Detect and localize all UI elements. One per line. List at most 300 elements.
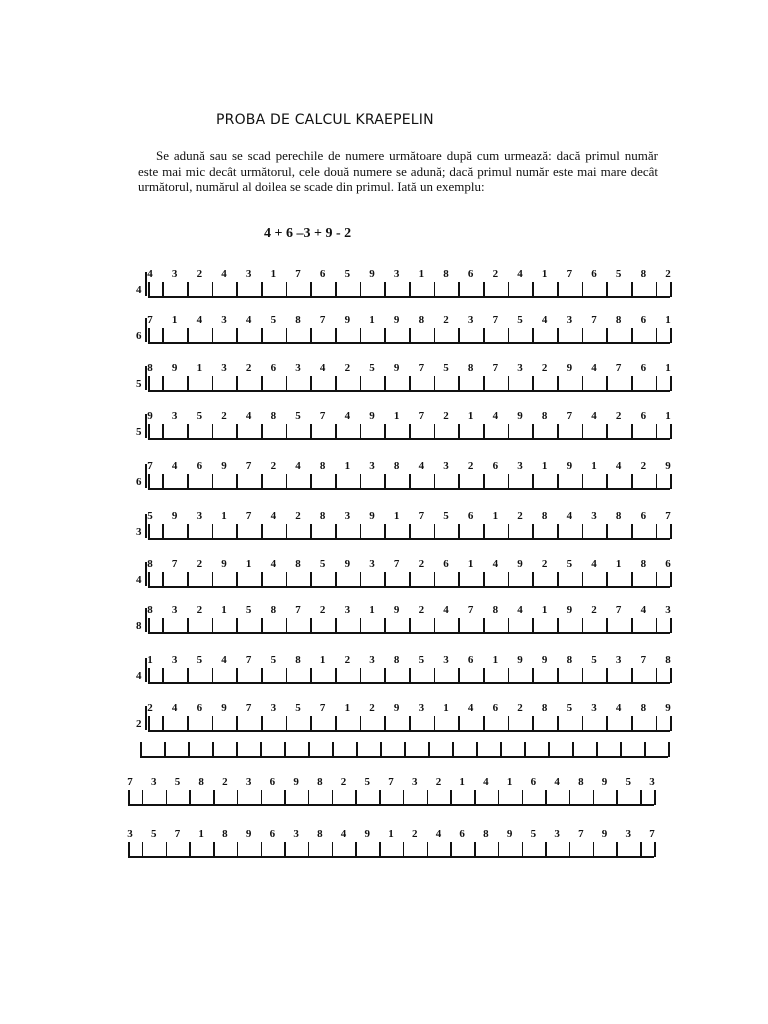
row-digit: 6 xyxy=(492,460,499,472)
row-digit: 8 xyxy=(393,654,400,666)
answer-slot-tick xyxy=(236,524,238,538)
row-digit: 2 xyxy=(591,604,597,616)
row-digit: 1 xyxy=(319,654,326,666)
answer-slot-tick xyxy=(458,524,460,538)
row-end-tick xyxy=(148,282,150,297)
row-digit: 2 xyxy=(418,558,425,570)
answer-slot-tick xyxy=(557,668,559,682)
answer-slot-tick xyxy=(261,524,263,538)
answer-slot-tick xyxy=(483,618,485,632)
answer-slot-tick xyxy=(498,790,500,804)
answer-slot-tick xyxy=(483,668,485,682)
answer-slot-tick xyxy=(335,618,337,632)
row-digit: 4 xyxy=(270,510,277,522)
answer-slot-tick xyxy=(483,716,485,730)
row-digit: 2 xyxy=(435,776,442,788)
answer-slot-tick xyxy=(409,282,411,296)
answer-slot-tick xyxy=(428,742,430,757)
row-baseline xyxy=(148,390,670,392)
answer-slot-tick xyxy=(187,328,189,342)
answer-slot-tick xyxy=(458,282,460,296)
row-digit: 8 xyxy=(615,510,622,522)
answer-slot-tick xyxy=(187,716,189,730)
row-digit: 1 xyxy=(196,362,203,374)
answer-slot-tick xyxy=(142,790,144,804)
answer-slot-tick xyxy=(582,424,584,438)
row-end-tick xyxy=(670,376,672,391)
answer-slot-tick xyxy=(308,790,310,804)
answer-slot-tick xyxy=(582,524,584,538)
answer-slot-tick xyxy=(483,474,485,488)
row-digit: 2 xyxy=(411,828,418,840)
answer-slot-tick xyxy=(458,328,460,342)
row-digit: 4 xyxy=(615,460,622,472)
row-digit: 7 xyxy=(127,776,133,788)
answer-slot-tick xyxy=(483,282,485,296)
row-digit: 8 xyxy=(393,460,400,472)
row-digit: 1 xyxy=(443,702,449,714)
row-baseline xyxy=(148,682,670,684)
row-digit: 8 xyxy=(665,654,671,666)
answer-slot-tick xyxy=(379,842,381,856)
answer-slot-tick xyxy=(545,790,547,804)
row-side-number: 5 xyxy=(136,426,142,438)
answer-slot-tick xyxy=(483,524,485,538)
answer-slot-tick xyxy=(582,668,584,682)
answer-slot-tick xyxy=(284,790,286,804)
answer-slot-tick xyxy=(310,376,312,390)
row-digit: 8 xyxy=(147,604,153,616)
row-digit: 9 xyxy=(364,828,371,840)
answer-slot-tick xyxy=(213,842,215,856)
answer-slot-tick xyxy=(631,618,633,632)
answer-slot-tick xyxy=(187,618,189,632)
row-digit: 4 xyxy=(196,314,203,326)
row-end-tick xyxy=(654,790,656,805)
row-digit: 8 xyxy=(270,410,277,422)
row-digit: 6 xyxy=(640,510,647,522)
page-title: PROBA DE CALCUL KRAEPELIN xyxy=(216,112,434,128)
row-digit: 2 xyxy=(443,314,449,326)
row-digit: 4 xyxy=(270,558,277,570)
answer-slot-tick xyxy=(162,282,164,296)
answer-slot-tick xyxy=(606,424,608,438)
answer-slot-tick xyxy=(593,790,595,804)
row-digit: 8 xyxy=(566,654,573,666)
row-digit: 2 xyxy=(615,410,622,422)
answer-slot-tick xyxy=(508,524,510,538)
answer-slot-tick xyxy=(532,618,534,632)
row-digit: 1 xyxy=(393,410,400,422)
row-digit: 9 xyxy=(393,604,400,616)
row-digit: 7 xyxy=(615,604,622,616)
answer-slot-tick xyxy=(237,842,239,856)
answer-slot-tick xyxy=(508,618,510,632)
answer-slot-tick xyxy=(384,424,386,438)
row-digit: 7 xyxy=(492,362,499,374)
row-digit: 5 xyxy=(196,410,203,422)
row-digit: 5 xyxy=(364,776,371,788)
row-digit: 1 xyxy=(492,510,499,522)
answer-slot-tick xyxy=(620,742,622,757)
row-baseline xyxy=(148,730,670,732)
row-end-tick xyxy=(670,524,672,539)
row-baseline xyxy=(148,342,670,344)
row-digit: 6 xyxy=(591,268,597,280)
answer-slot-tick xyxy=(532,376,534,390)
row-digit: 7 xyxy=(615,362,622,374)
row-end-tick xyxy=(148,424,150,439)
answer-slot-tick xyxy=(631,716,633,730)
answer-slot-tick xyxy=(631,524,633,538)
answer-slot-tick xyxy=(427,790,429,804)
row-digit: 4 xyxy=(147,268,153,280)
row-digit: 6 xyxy=(665,558,671,570)
answer-slot-tick xyxy=(261,376,263,390)
answer-slot-tick xyxy=(474,842,476,856)
row-digit: 3 xyxy=(344,604,351,616)
answer-slot-tick xyxy=(532,524,534,538)
answer-slot-tick xyxy=(532,668,534,682)
answer-slot-tick xyxy=(140,742,142,757)
answer-slot-tick xyxy=(434,618,436,632)
row-left-bar xyxy=(145,608,147,632)
answer-slot-tick xyxy=(261,842,263,856)
answer-slot-tick xyxy=(409,376,411,390)
row-digit: 1 xyxy=(459,776,465,788)
row-digit: 3 xyxy=(270,702,277,714)
answer-slot-tick xyxy=(569,790,571,804)
row-digit: 3 xyxy=(591,702,597,714)
row-digit: 1 xyxy=(369,314,375,326)
row-digit: 2 xyxy=(443,410,449,422)
answer-slot-tick xyxy=(409,424,411,438)
row-digit: 6 xyxy=(640,362,647,374)
answer-slot-tick xyxy=(187,524,189,538)
row-left-bar xyxy=(145,464,147,488)
answer-slot-tick xyxy=(384,524,386,538)
row-digit: 8 xyxy=(222,828,228,840)
answer-slot-tick xyxy=(500,742,502,757)
row-digit: 1 xyxy=(506,776,513,788)
answer-slot-tick xyxy=(631,328,633,342)
row-end-tick xyxy=(654,842,656,857)
row-digit: 4 xyxy=(492,410,499,422)
row-digit: 5 xyxy=(147,510,153,522)
row-end-tick xyxy=(148,328,150,343)
row-digit: 7 xyxy=(566,410,573,422)
answer-slot-tick xyxy=(310,716,312,730)
answer-slot-tick xyxy=(616,790,618,804)
answer-slot-tick xyxy=(384,668,386,682)
answer-slot-tick xyxy=(212,572,214,586)
row-digit: 1 xyxy=(418,268,425,280)
answer-slot-tick xyxy=(212,424,214,438)
row-digit: 3 xyxy=(443,460,449,472)
answer-slot-tick xyxy=(404,742,406,757)
row-digit: 8 xyxy=(443,268,449,280)
row-digit: 1 xyxy=(467,558,474,570)
row-digit: 7 xyxy=(319,702,326,714)
row-digit: 7 xyxy=(147,314,153,326)
row-digit: 5 xyxy=(591,654,597,666)
answer-slot-tick xyxy=(335,668,337,682)
row-digit: 2 xyxy=(640,460,647,472)
row-baseline xyxy=(128,804,654,806)
answer-slot-tick xyxy=(483,376,485,390)
answer-slot-tick xyxy=(360,524,362,538)
answer-slot-tick xyxy=(335,282,337,296)
row-digit: 3 xyxy=(171,654,178,666)
row-end-tick xyxy=(670,572,672,587)
answer-slot-tick xyxy=(310,474,312,488)
row-digit: 4 xyxy=(517,268,523,280)
row-digit: 3 xyxy=(615,654,622,666)
answer-slot-tick xyxy=(236,328,238,342)
answer-slot-tick xyxy=(434,524,436,538)
answer-slot-tick xyxy=(261,282,263,296)
answer-slot-tick xyxy=(212,742,214,757)
answer-slot-tick xyxy=(606,282,608,296)
answer-slot-tick xyxy=(162,424,164,438)
answer-slot-tick xyxy=(261,424,263,438)
answer-slot-tick xyxy=(427,842,429,856)
row-digit: 5 xyxy=(295,410,301,422)
row-digit: 1 xyxy=(665,314,671,326)
row-digit: 4 xyxy=(245,410,252,422)
row-digit: 6 xyxy=(196,460,203,472)
row-digit: 4 xyxy=(541,314,548,326)
row-side-number: 6 xyxy=(136,330,142,342)
answer-slot-tick xyxy=(286,424,288,438)
answer-slot-tick xyxy=(212,668,214,682)
row-digit: 2 xyxy=(369,702,375,714)
row-digit: 3 xyxy=(369,558,375,570)
row-digit: 2 xyxy=(147,702,153,714)
row-digit: 4 xyxy=(171,702,178,714)
row-digit: 5 xyxy=(625,776,632,788)
row-digit: 6 xyxy=(467,510,474,522)
row-digit: 2 xyxy=(517,510,523,522)
answer-slot-tick xyxy=(335,376,337,390)
row-digit: 3 xyxy=(625,828,632,840)
row-end-tick xyxy=(148,716,150,731)
row-digit: 5 xyxy=(196,654,203,666)
answer-slot-tick xyxy=(360,716,362,730)
answer-slot-tick xyxy=(236,376,238,390)
row-digit: 6 xyxy=(459,828,465,840)
answer-slot-tick xyxy=(308,742,310,757)
row-digit: 9 xyxy=(293,776,299,788)
row-digit: 2 xyxy=(340,776,347,788)
row-digit: 1 xyxy=(665,410,671,422)
answer-slot-tick xyxy=(545,842,547,856)
row-end-tick xyxy=(148,376,150,391)
answer-slot-tick xyxy=(162,376,164,390)
answer-slot-tick xyxy=(162,474,164,488)
row-digit: 9 xyxy=(147,410,153,422)
row-digit: 3 xyxy=(517,460,523,472)
row-left-bar xyxy=(145,318,147,342)
answer-slot-tick xyxy=(557,474,559,488)
answer-slot-tick xyxy=(532,474,534,488)
answer-slot-tick xyxy=(286,716,288,730)
answer-slot-tick xyxy=(286,524,288,538)
answer-slot-tick xyxy=(434,474,436,488)
answer-slot-tick xyxy=(434,668,436,682)
row-left-bar xyxy=(145,658,147,682)
row-digit: 8 xyxy=(295,558,301,570)
answer-slot-tick xyxy=(384,376,386,390)
row-digit: 1 xyxy=(541,268,548,280)
answer-slot-tick xyxy=(508,376,510,390)
row-digit: 8 xyxy=(578,776,584,788)
answer-slot-tick xyxy=(260,742,262,757)
answer-slot-tick xyxy=(212,282,214,296)
answer-slot-tick xyxy=(557,618,559,632)
row-left-bar xyxy=(145,706,147,730)
answer-slot-tick xyxy=(508,668,510,682)
row-digit: 6 xyxy=(270,362,277,374)
row-digit: 3 xyxy=(295,362,301,374)
row-digit: 7 xyxy=(492,314,499,326)
answer-slot-tick xyxy=(434,424,436,438)
row-baseline xyxy=(148,488,670,490)
row-digit: 9 xyxy=(393,702,400,714)
answer-slot-tick xyxy=(434,328,436,342)
answer-slot-tick xyxy=(236,668,238,682)
row-digit: 5 xyxy=(174,776,181,788)
row-digit: 3 xyxy=(393,268,400,280)
answer-slot-tick xyxy=(522,842,524,856)
answer-slot-tick xyxy=(656,524,658,538)
row-baseline xyxy=(148,538,670,540)
answer-slot-tick xyxy=(212,328,214,342)
answer-slot-tick xyxy=(483,572,485,586)
row-digit: 1 xyxy=(344,460,351,472)
row-digit: 7 xyxy=(418,362,425,374)
row-end-tick xyxy=(148,524,150,539)
row-digit: 2 xyxy=(319,604,326,616)
row-digit: 8 xyxy=(147,558,153,570)
answer-slot-tick xyxy=(384,328,386,342)
answer-slot-tick xyxy=(656,424,658,438)
row-digit: 4 xyxy=(517,604,523,616)
row-baseline xyxy=(148,586,670,588)
answer-slot-tick xyxy=(236,618,238,632)
row-digit: 9 xyxy=(369,268,375,280)
answer-slot-tick xyxy=(606,572,608,586)
row-digit: 5 xyxy=(270,314,277,326)
row-digit: 4 xyxy=(221,268,227,280)
answer-slot-tick xyxy=(483,424,485,438)
row-digit: 2 xyxy=(492,268,499,280)
answer-slot-tick xyxy=(360,424,362,438)
answer-slot-tick xyxy=(508,424,510,438)
answer-slot-tick xyxy=(212,376,214,390)
row-digit: 8 xyxy=(467,362,474,374)
row-digit: 8 xyxy=(319,460,326,472)
answer-slot-tick xyxy=(656,376,658,390)
row-digit: 9 xyxy=(517,558,523,570)
instructions-paragraph: Se adună sau se scad perechile de numere următoare după cum urmează: dacă primul număr este mai mic decât următorul, cele două numere se adună; dacă primul număr este mai mare decât următorul, numărul al doilea se scade din primul. Iată un exemplu: xyxy=(138,148,658,194)
answer-slot-tick xyxy=(162,668,164,682)
row-digit: 4 xyxy=(245,314,252,326)
row-end-tick xyxy=(148,474,150,489)
answer-slot-tick xyxy=(236,282,238,296)
row-digit: 5 xyxy=(295,702,301,714)
answer-slot-tick xyxy=(261,668,263,682)
answer-slot-tick xyxy=(189,790,191,804)
answer-slot-tick xyxy=(656,328,658,342)
row-digit: 9 xyxy=(566,460,573,472)
answer-slot-tick xyxy=(166,790,168,804)
row-end-tick xyxy=(670,668,672,683)
row-end-tick xyxy=(128,842,130,857)
answer-slot-tick xyxy=(213,790,215,804)
row-digit: 7 xyxy=(649,828,655,840)
answer-slot-tick xyxy=(142,842,144,856)
row-digit: 2 xyxy=(295,510,301,522)
answer-slot-tick xyxy=(508,282,510,296)
row-digit: 6 xyxy=(269,776,276,788)
row-digit: 2 xyxy=(221,410,227,422)
row-digit: 8 xyxy=(492,604,499,616)
row-digit: 4 xyxy=(591,410,597,422)
row-digit: 1 xyxy=(221,510,227,522)
row-digit: 1 xyxy=(221,604,227,616)
row-side-number: 6 xyxy=(136,476,142,488)
answer-slot-tick xyxy=(187,572,189,586)
row-digit: 9 xyxy=(393,362,400,374)
answer-slot-tick xyxy=(631,474,633,488)
row-digit: 7 xyxy=(591,314,597,326)
answer-slot-tick xyxy=(310,524,312,538)
answer-slot-tick xyxy=(187,668,189,682)
row-baseline xyxy=(128,856,654,858)
answer-slot-tick xyxy=(557,524,559,538)
answer-slot-tick xyxy=(409,572,411,586)
row-side-number: 4 xyxy=(136,284,142,296)
row-digit: 9 xyxy=(344,558,351,570)
answer-slot-tick xyxy=(557,424,559,438)
answer-slot-tick xyxy=(434,572,436,586)
answer-slot-tick xyxy=(668,742,670,757)
answer-slot-tick xyxy=(310,618,312,632)
row-digit: 8 xyxy=(295,314,301,326)
answer-slot-tick xyxy=(335,474,337,488)
answer-slot-tick xyxy=(593,842,595,856)
row-digit: 9 xyxy=(221,558,227,570)
answer-slot-tick xyxy=(409,328,411,342)
answer-slot-tick xyxy=(557,572,559,586)
answer-slot-tick xyxy=(384,716,386,730)
answer-slot-tick xyxy=(409,618,411,632)
answer-slot-tick xyxy=(310,282,312,296)
answer-slot-tick xyxy=(384,572,386,586)
row-digit: 7 xyxy=(418,510,425,522)
row-end-tick xyxy=(148,668,150,683)
row-digit: 9 xyxy=(171,510,178,522)
answer-slot-tick xyxy=(360,572,362,586)
row-digit: 5 xyxy=(517,314,523,326)
row-digit: 2 xyxy=(541,362,548,374)
answer-slot-tick xyxy=(379,790,381,804)
row-digit: 5 xyxy=(245,604,252,616)
answer-slot-tick xyxy=(236,424,238,438)
row-digit: 8 xyxy=(319,510,326,522)
row-digit: 8 xyxy=(198,776,204,788)
